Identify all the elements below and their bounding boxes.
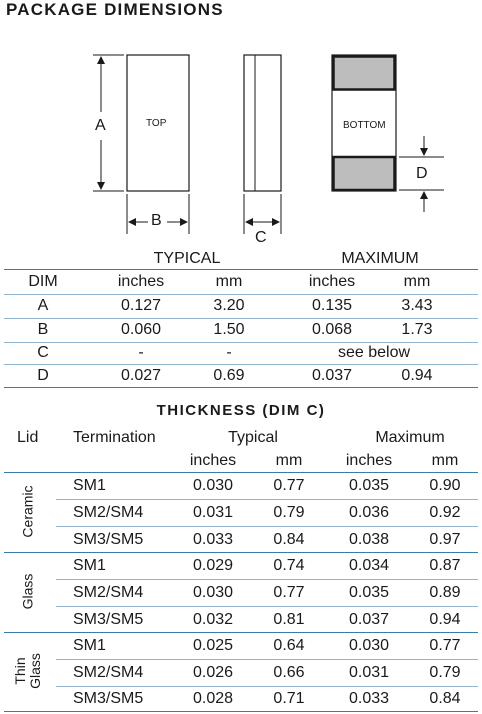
lid-label-glass: Glass	[19, 573, 36, 610]
sub-max-inches: inches	[345, 452, 393, 469]
max-in-cell: 0.037	[348, 611, 390, 628]
typ-in-cell: 0.026	[192, 664, 234, 681]
term-cell: SM1	[73, 477, 106, 494]
col-maximum: Maximum	[375, 429, 445, 446]
dim-a-label: A	[95, 117, 106, 134]
typ-in-cell: 0.033	[192, 531, 234, 548]
max-mm-cell: 0.84	[429, 690, 461, 707]
dim-row-a-typ-in: 0.127	[120, 297, 162, 314]
max-in-cell: 0.038	[348, 531, 390, 548]
term-cell: SM3/SM5	[73, 531, 144, 548]
top-view-label: TOP	[146, 118, 167, 129]
typ-in-cell: 0.025	[192, 637, 234, 654]
typ-in-cell: 0.030	[192, 584, 234, 601]
typ-in-cell: 0.031	[192, 504, 234, 521]
term-cell: SM2/SM4	[73, 584, 144, 601]
max-in-cell: 0.033	[348, 690, 390, 707]
dim-row-d-typ-in: 0.027	[120, 367, 162, 384]
sub-typ-mm: mm	[275, 452, 303, 469]
group-typical-label: TYPICAL	[153, 250, 221, 267]
dim-row-b-max-mm: 1.73	[401, 321, 433, 338]
dim-row-c-see-below: see below	[337, 344, 411, 361]
typ-mm-cell: 0.79	[273, 504, 305, 521]
lid-label-ceramic: Ceramic	[19, 485, 36, 538]
max-mm-cell: 0.97	[429, 531, 461, 548]
max-in-cell: 0.035	[348, 477, 390, 494]
max-mm-cell: 0.87	[429, 557, 461, 574]
typ-mm-cell: 0.84	[273, 531, 305, 548]
dim-row-b-dim: B	[37, 321, 49, 338]
dim-b-label: B	[151, 212, 162, 229]
typ-mm-cell: 0.71	[273, 690, 305, 707]
col-termination: Termination	[73, 429, 156, 446]
dim-row-a-dim: A	[37, 297, 49, 314]
max-in-cell: 0.036	[348, 504, 390, 521]
term-cell: SM2/SM4	[73, 504, 144, 521]
dim-d-label: D	[416, 165, 428, 182]
header-typ-mm: mm	[215, 273, 243, 290]
dim-row-a-typ-mm: 3.20	[213, 297, 245, 314]
typ-in-cell: 0.029	[192, 557, 234, 574]
term-cell: SM3/SM5	[73, 690, 144, 707]
term-cell: SM2/SM4	[73, 664, 144, 681]
side-view-outline	[244, 55, 281, 191]
header-typ-inches: inches	[117, 273, 165, 290]
typ-in-cell: 0.032	[192, 611, 234, 628]
page-title: PACKAGE DIMENSIONS	[6, 0, 224, 19]
term-cell: SM3/SM5	[73, 611, 144, 628]
bottom-view-label: BOTTOM	[343, 120, 386, 131]
dim-row-a-max-mm: 3.43	[401, 297, 433, 314]
dim-row-c-typ-mm: -	[226, 344, 232, 361]
max-mm-cell: 0.90	[429, 477, 461, 494]
header-max-inches: inches	[308, 273, 356, 290]
max-mm-cell: 0.89	[429, 584, 461, 601]
max-mm-cell: 0.94	[429, 611, 461, 628]
term-cell: SM1	[73, 557, 106, 574]
dim-row-b-typ-mm: 1.50	[213, 321, 245, 338]
dim-row-a-max-in: 0.135	[311, 297, 353, 314]
bottom-pad-top	[334, 57, 395, 90]
max-mm-cell: 0.77	[429, 637, 461, 654]
dim-row-d-dim: D	[37, 367, 49, 384]
group-maximum-label: MAXIMUM	[341, 250, 419, 267]
max-mm-cell: 0.92	[429, 504, 461, 521]
col-typical: Typical	[228, 429, 278, 446]
header-dim: DIM	[28, 273, 58, 290]
max-in-cell: 0.031	[348, 664, 390, 681]
sub-typ-inches: inches	[189, 452, 237, 469]
table-top-rule	[4, 269, 478, 270]
typ-mm-cell: 0.77	[273, 477, 305, 494]
typ-mm-cell: 0.74	[273, 557, 305, 574]
dim-row-d-max-in: 0.037	[311, 367, 353, 384]
sub-max-mm: mm	[431, 452, 459, 469]
table-bottom-rule	[4, 387, 478, 388]
dim-row-d-max-mm: 0.94	[401, 367, 433, 384]
dim-c-label: C	[255, 229, 267, 246]
thickness-title: THICKNESS (DIM C)	[156, 402, 326, 419]
max-in-cell: 0.035	[348, 584, 390, 601]
typ-in-cell: 0.030	[192, 477, 234, 494]
bottom-pad-bottom	[334, 157, 395, 190]
typ-mm-cell: 0.77	[273, 584, 305, 601]
typ-mm-cell: 0.64	[273, 637, 305, 654]
dim-row-d-typ-mm: 0.69	[213, 367, 245, 384]
typ-in-cell: 0.028	[192, 690, 234, 707]
lid-label-thin-glass: Thin Glass	[12, 653, 43, 689]
typ-mm-cell: 0.81	[273, 611, 305, 628]
dim-row-c-typ-in: -	[138, 344, 144, 361]
max-in-cell: 0.034	[348, 557, 390, 574]
col-lid: Lid	[17, 429, 39, 446]
dim-row-c-dim: C	[37, 344, 49, 361]
max-mm-cell: 0.79	[429, 664, 461, 681]
header-max-mm: mm	[403, 273, 431, 290]
typ-mm-cell: 0.66	[273, 664, 305, 681]
package-drawing	[0, 0, 482, 250]
max-in-cell: 0.030	[348, 637, 390, 654]
term-cell: SM1	[73, 637, 106, 654]
dim-row-b-max-in: 0.068	[311, 321, 353, 338]
dim-row-b-typ-in: 0.060	[120, 321, 162, 338]
